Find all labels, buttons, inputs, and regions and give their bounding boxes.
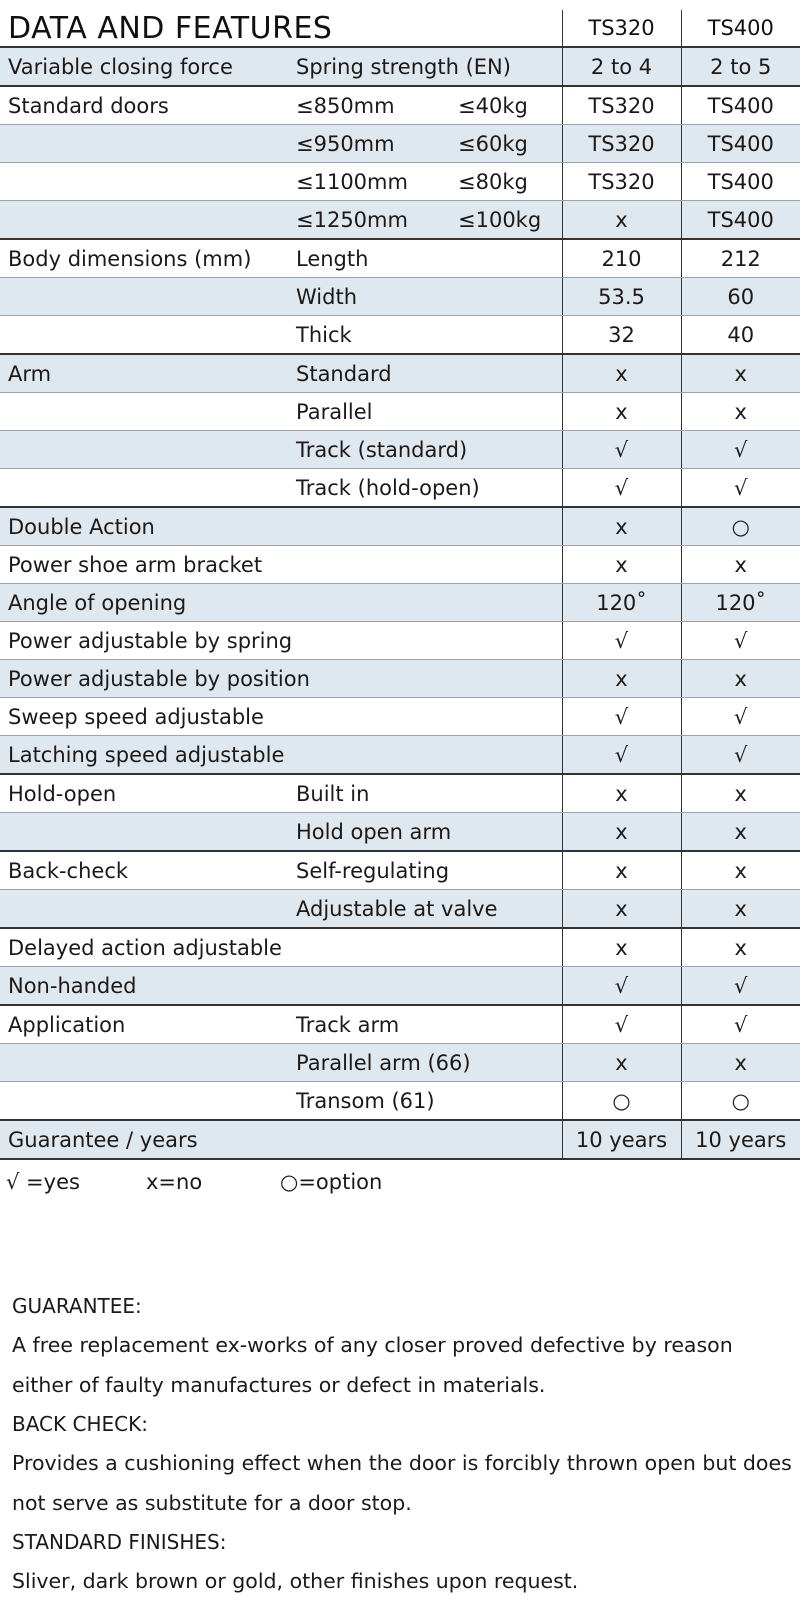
row-label: Sweep speed adjustable	[0, 698, 562, 736]
finishes-heading: STANDARD FINISHES:	[12, 1530, 227, 1554]
value-ts320: x	[562, 507, 681, 546]
value-ts400: √	[681, 736, 800, 775]
value-ts320: √	[562, 469, 681, 508]
value-ts320: x	[562, 813, 681, 852]
row-sublabel: ≤950mm	[288, 125, 450, 163]
backcheck-heading: BACK CHECK:	[12, 1412, 148, 1436]
value-ts320: x	[562, 546, 681, 584]
row-label: Power adjustable by spring	[0, 622, 562, 660]
row-label	[0, 813, 288, 852]
row-label: Standard doors	[0, 86, 288, 125]
value-ts400: x	[681, 660, 800, 698]
value-ts400: TS400	[681, 201, 800, 240]
value-ts400: ○	[681, 507, 800, 546]
row-sublabel: Parallel arm (66)	[288, 1044, 562, 1082]
table-row	[0, 163, 800, 201]
value-ts320: x	[562, 1044, 681, 1082]
table-row	[0, 1005, 800, 1044]
guarantee-text: A free replacement ex-works of any closer proved defective by reason either of faulty manufactures or defect in materials.	[12, 1333, 733, 1397]
value-ts400: 212	[681, 239, 800, 278]
model-ts320-header: TS320	[562, 10, 681, 47]
value-ts400: 40	[681, 316, 800, 355]
table-title	[0, 10, 562, 47]
value-ts400: 10 years	[681, 1120, 800, 1159]
row-label	[0, 201, 288, 240]
legend-no: x=no	[146, 1170, 203, 1194]
value-ts400: √	[681, 698, 800, 736]
table-row	[0, 967, 800, 1006]
value-ts320: 210	[562, 239, 681, 278]
row-label: Variable closing force	[0, 47, 288, 86]
row-label: Body dimensions (mm)	[0, 239, 288, 278]
row-sublabel: Width	[288, 278, 562, 316]
row-label	[0, 469, 288, 508]
row-sublabel: Self-regulating	[288, 851, 562, 890]
notes-section	[12, 1287, 792, 1601]
backcheck-text: Provides a cushioning effect when the door is forcibly thrown open but does not serve as substitute for a door stop.	[12, 1451, 792, 1515]
table-row	[0, 354, 800, 393]
value-ts400: x	[681, 774, 800, 813]
value-ts400: √	[681, 967, 800, 1006]
table-row	[0, 469, 800, 508]
value-ts400: x	[681, 890, 800, 929]
table-header	[0, 10, 800, 47]
row-sublabel: Built in	[288, 774, 562, 813]
row-sublabel: ≤850mm	[288, 86, 450, 125]
table-row	[0, 736, 800, 775]
row-label	[0, 1044, 288, 1082]
row-sublabel: Track (hold-open)	[288, 469, 562, 508]
value-ts400: √	[681, 1005, 800, 1044]
value-ts400: ○	[681, 1082, 800, 1121]
row-sublabel: Track (standard)	[288, 431, 562, 469]
row-label: Power adjustable by position	[0, 660, 562, 698]
row-label	[0, 125, 288, 163]
value-ts320: 32	[562, 316, 681, 355]
row-label: Hold-open	[0, 774, 288, 813]
row-weight: ≤60kg	[450, 125, 562, 163]
table-row	[0, 546, 800, 584]
row-label: Arm	[0, 354, 288, 393]
value-ts320: TS320	[562, 125, 681, 163]
value-ts320: x	[562, 660, 681, 698]
row-label	[0, 393, 288, 431]
row-sublabel: Length	[288, 239, 562, 278]
table-row	[0, 584, 800, 622]
value-ts400: √	[681, 469, 800, 508]
value-ts320: TS320	[562, 163, 681, 201]
legend	[6, 1170, 506, 1198]
guarantee-heading: GUARANTEE:	[12, 1294, 142, 1318]
value-ts320: x	[562, 851, 681, 890]
value-ts400: TS400	[681, 125, 800, 163]
value-ts320: x	[562, 201, 681, 240]
value-ts400: 2 to 5	[681, 47, 800, 86]
table-title-text: DATA AND FEATURES	[8, 10, 333, 46]
row-sublabel: ≤1250mm	[288, 201, 450, 240]
table-row	[0, 1044, 800, 1082]
features-table	[0, 10, 800, 1160]
value-ts400: x	[681, 354, 800, 393]
row-sublabel: ≤1100mm	[288, 163, 450, 201]
value-ts400: √	[681, 622, 800, 660]
value-ts320: x	[562, 890, 681, 929]
value-ts400: x	[681, 1044, 800, 1082]
value-ts320: 10 years	[562, 1120, 681, 1159]
row-sublabel: Standard	[288, 354, 562, 393]
table-row	[0, 47, 800, 86]
value-ts400: 60	[681, 278, 800, 316]
row-label	[0, 890, 288, 929]
value-ts400: 120˚	[681, 584, 800, 622]
table-row	[0, 1082, 800, 1121]
value-ts320: x	[562, 774, 681, 813]
value-ts320: √	[562, 698, 681, 736]
row-weight: ≤100kg	[450, 201, 562, 240]
row-sublabel: Spring strength (EN)	[288, 47, 562, 86]
value-ts320: √	[562, 431, 681, 469]
value-ts320: √	[562, 967, 681, 1006]
value-ts400: x	[681, 393, 800, 431]
table-row	[0, 928, 800, 967]
row-sublabel: Track arm	[288, 1005, 562, 1044]
table-row	[0, 201, 800, 240]
value-ts400: x	[681, 928, 800, 967]
value-ts320: TS320	[562, 86, 681, 125]
row-label: Delayed action adjustable	[0, 928, 562, 967]
value-ts320: 53.5	[562, 278, 681, 316]
table-row	[0, 507, 800, 546]
legend-option: ○=option	[280, 1170, 383, 1194]
table-row	[0, 851, 800, 890]
model-ts400-header: TS400	[681, 10, 800, 47]
value-ts400: √	[681, 431, 800, 469]
table-row	[0, 698, 800, 736]
table-row	[0, 316, 800, 355]
row-sublabel: Hold open arm	[288, 813, 562, 852]
value-ts400: x	[681, 813, 800, 852]
table-row	[0, 622, 800, 660]
table-row	[0, 813, 800, 852]
row-label	[0, 1082, 288, 1121]
table-row	[0, 890, 800, 929]
row-label: Application	[0, 1005, 288, 1044]
row-label: Power shoe arm bracket	[0, 546, 562, 584]
row-label: Angle of opening	[0, 584, 562, 622]
table-row	[0, 239, 800, 278]
value-ts400: x	[681, 851, 800, 890]
value-ts320: √	[562, 622, 681, 660]
value-ts320: x	[562, 928, 681, 967]
table-row	[0, 393, 800, 431]
value-ts400: x	[681, 546, 800, 584]
value-ts320: ○	[562, 1082, 681, 1121]
row-label	[0, 316, 288, 355]
value-ts320: √	[562, 1005, 681, 1044]
legend-yes: √ =yes	[6, 1170, 80, 1194]
table-row	[0, 125, 800, 163]
value-ts400: TS400	[681, 86, 800, 125]
row-sublabel: Adjustable at valve	[288, 890, 562, 929]
row-sublabel: Thick	[288, 316, 562, 355]
row-label	[0, 278, 288, 316]
value-ts400: TS400	[681, 163, 800, 201]
row-label	[0, 163, 288, 201]
row-weight: ≤80kg	[450, 163, 562, 201]
table-row	[0, 86, 800, 125]
row-label: Back-check	[0, 851, 288, 890]
table-row	[0, 660, 800, 698]
row-label: Non-handed	[0, 967, 562, 1006]
finishes-text: Sliver, dark brown or gold, other finishes upon request.	[12, 1569, 579, 1593]
row-label: Guarantee / years	[0, 1120, 562, 1159]
table-row	[0, 774, 800, 813]
row-weight: ≤40kg	[450, 86, 562, 125]
table-row	[0, 278, 800, 316]
value-ts320: √	[562, 736, 681, 775]
value-ts320: x	[562, 354, 681, 393]
row-label: Latching speed adjustable	[0, 736, 562, 775]
row-sublabel: Transom (61)	[288, 1082, 562, 1121]
table-row	[0, 1120, 800, 1159]
value-ts320: x	[562, 393, 681, 431]
row-sublabel: Parallel	[288, 393, 562, 431]
value-ts320: 2 to 4	[562, 47, 681, 86]
row-label	[0, 431, 288, 469]
table-row	[0, 431, 800, 469]
row-label: Double Action	[0, 507, 562, 546]
value-ts320: 120˚	[562, 584, 681, 622]
